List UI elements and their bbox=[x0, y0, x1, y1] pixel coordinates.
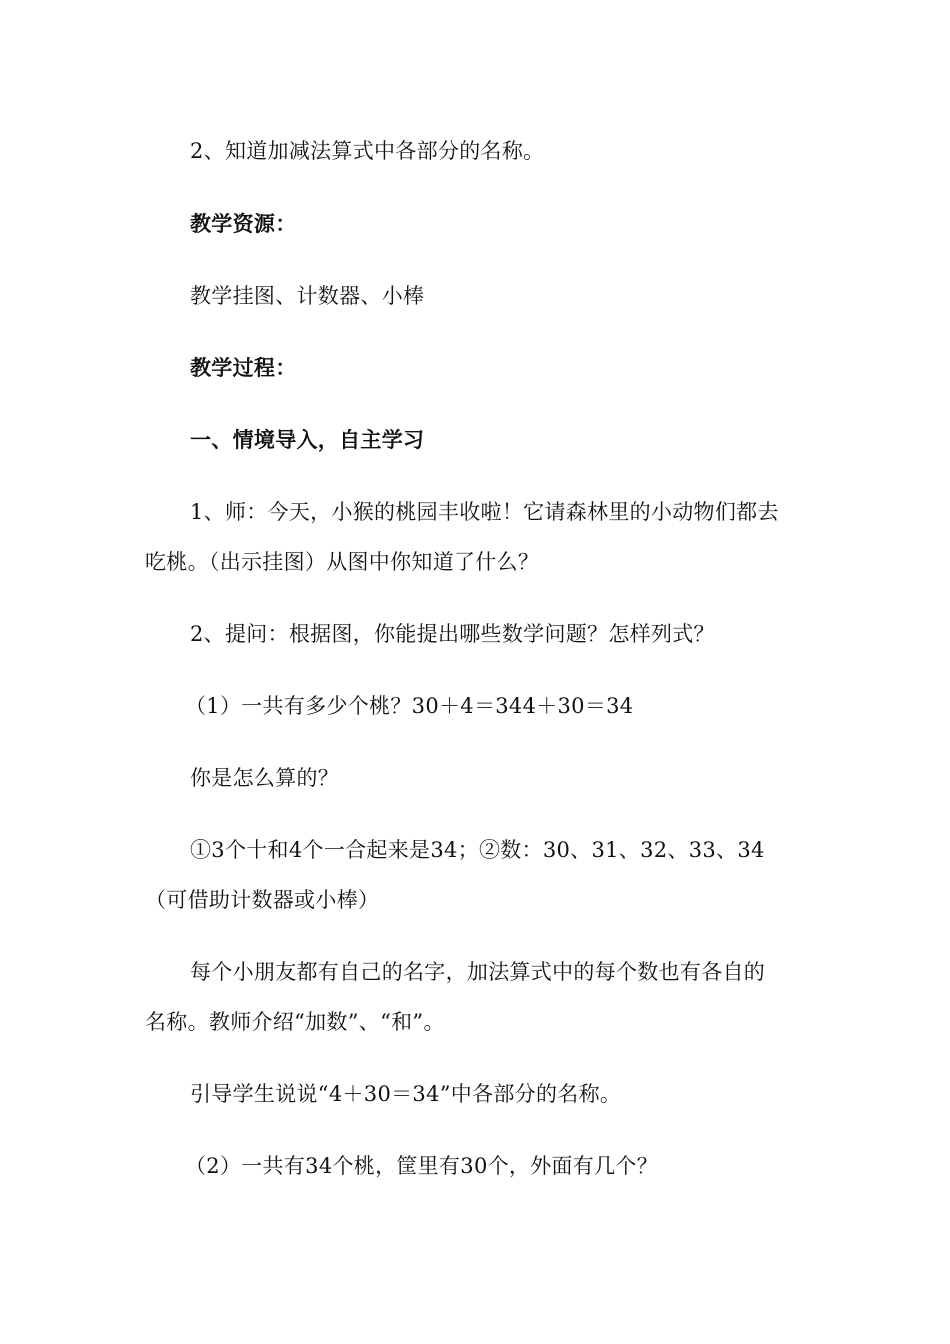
paragraph-guide: 引导学生说说“4＋30＝34”中各部分的名称。 bbox=[190, 1082, 622, 1106]
section-heading-1: 一、情境导入，自主学习 bbox=[190, 428, 425, 452]
heading-teaching-process: 教学过程： bbox=[190, 356, 297, 380]
heading-teaching-resources: 教学资源： bbox=[190, 212, 297, 236]
paragraph-1-line-2: 吃桃。（出示挂图）从图中你知道了什么？ bbox=[145, 550, 540, 574]
objective-2: 2、知道加减法算式中各部分的名称。 bbox=[190, 139, 545, 163]
method-line-1: ①3个十和4个一合起来是34；②数：30、31、32、33、34 bbox=[190, 838, 765, 862]
resources-list: 教学挂图、计数器、小棒 bbox=[190, 284, 425, 308]
question-1: （1）一共有多少个桃？30＋4＝344＋30＝34 bbox=[185, 694, 634, 718]
paragraph-2: 2、提问：根据图，你能提出哪些数学问题？怎样列式？ bbox=[190, 622, 715, 646]
paragraph-1-line-1: 1、师：今天，小猴的桃园丰收啦！它请森林里的小动物们都去 bbox=[190, 500, 779, 524]
question-how: 你是怎么算的？ bbox=[190, 766, 340, 790]
paragraph-names-line-1: 每个小朋友都有自己的名字，加法算式中的每个数也有各自的 bbox=[190, 960, 766, 984]
method-line-2: （可借助计数器或小棒） bbox=[145, 888, 380, 912]
paragraph-names-line-2: 名称。教师介绍“加数”、“和”。 bbox=[145, 1010, 445, 1034]
question-2: （2）一共有34个桃，筐里有30个，外面有几个？ bbox=[185, 1154, 659, 1178]
